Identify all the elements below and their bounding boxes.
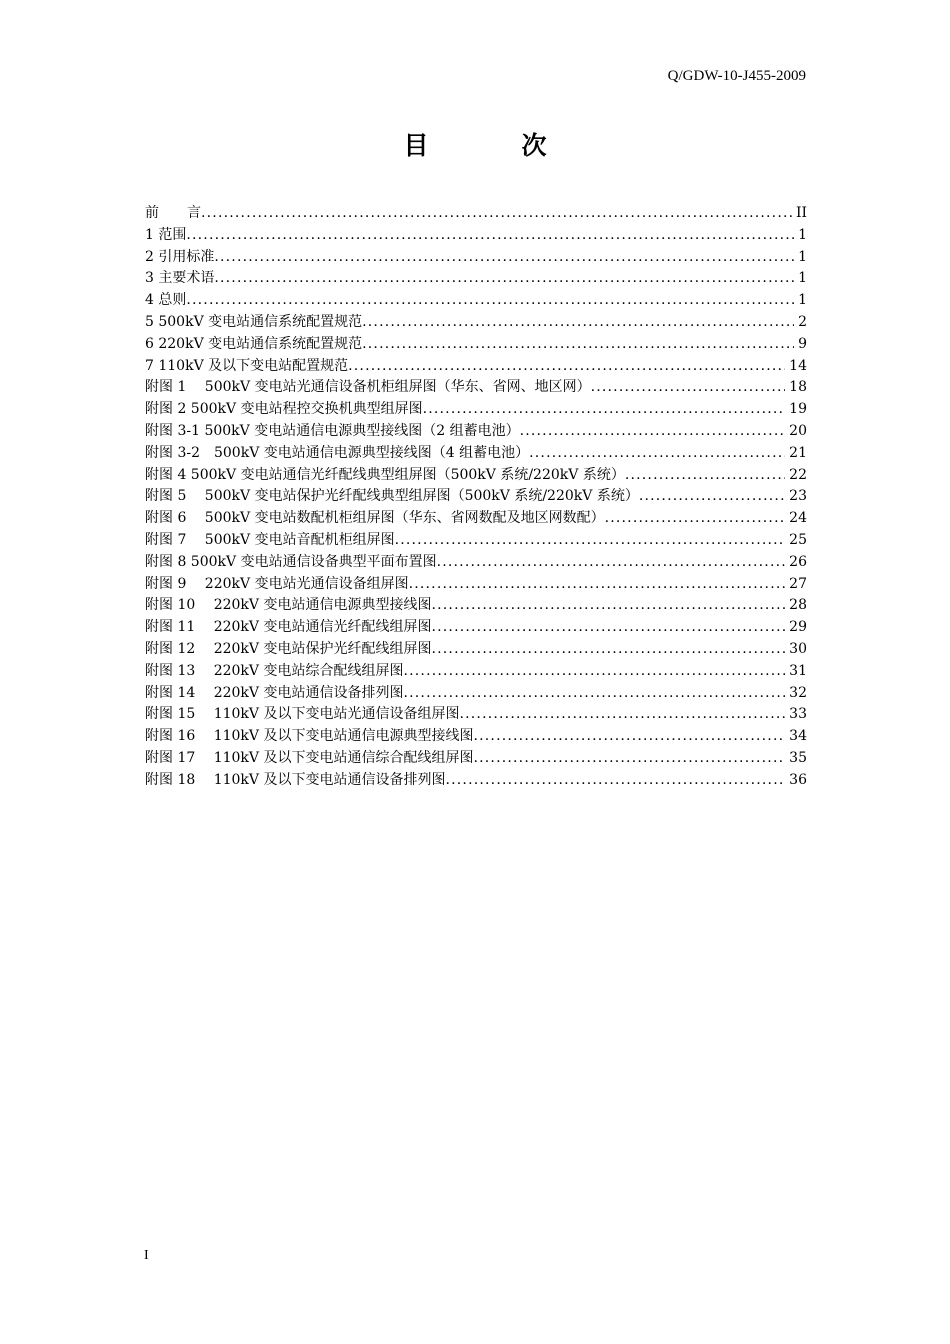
toc-leader-dots xyxy=(431,639,785,661)
toc-entry-page: 21 xyxy=(789,444,807,461)
toc-leader-dots xyxy=(362,334,794,356)
toc-leader-dots xyxy=(520,421,786,443)
toc-entry-label: 前 言 xyxy=(145,205,201,221)
toc-entry-page: 19 xyxy=(789,401,807,418)
toc-leader-dots xyxy=(362,312,794,334)
toc-entry-label: 附图 13 220kV 变电站综合配线组屏图 xyxy=(145,662,404,679)
toc-leader-dots xyxy=(409,574,786,596)
toc-leader-dots xyxy=(431,595,785,617)
toc-leader-dots xyxy=(186,225,794,247)
toc-entry[interactable] xyxy=(145,225,807,247)
toc-entry-label: 附图 8 500kV 变电站通信设备典型平面布置图 xyxy=(145,553,437,570)
toc-entry-page: 23 xyxy=(789,488,807,505)
toc-leader-dots xyxy=(625,465,785,487)
toc-entry-page: 28 xyxy=(789,597,807,614)
toc-entry-label: 附图 3-1 500kV 变电站通信电源典型接线图（2 组蓄电池） xyxy=(145,422,520,439)
toc-entry[interactable] xyxy=(145,377,807,399)
toc-leader-dots xyxy=(423,399,786,421)
toc-entry[interactable] xyxy=(145,508,807,530)
toc-leader-dots xyxy=(459,704,785,726)
toc-entry-page: 25 xyxy=(789,531,807,548)
toc-leader-dots xyxy=(473,726,785,748)
toc-leader-dots xyxy=(529,443,785,465)
toc-entry-label: 5 500kV 变电站通信系统配置规范 xyxy=(145,313,363,330)
toc-entry[interactable] xyxy=(145,595,807,617)
toc-entry-page: 22 xyxy=(789,466,807,483)
toc-entry-label: 附图 18 110kV 及以下变电站通信设备排列图 xyxy=(145,771,446,788)
toc-entry-label: 2 引用标准 xyxy=(145,248,215,265)
toc-entry[interactable] xyxy=(145,334,807,356)
toc-entry-page: 34 xyxy=(789,728,807,745)
toc-leader-dots xyxy=(437,552,786,574)
toc-entry-page: 29 xyxy=(789,619,807,636)
toc-entry-page: 27 xyxy=(789,575,807,592)
toc-leader-dots xyxy=(403,683,785,705)
toc-leader-dots xyxy=(395,530,786,552)
toc-entry[interactable] xyxy=(145,290,807,312)
toc-entry-page: 30 xyxy=(789,640,807,657)
toc-entry-label: 附图 10 220kV 变电站通信电源典型接线图 xyxy=(145,597,432,614)
toc-entry-page: 33 xyxy=(789,706,807,723)
toc-leader-dots xyxy=(605,508,786,530)
toc-entry-label: 附图 1 500kV 变电站光通信设备机柜组屏图（华东、省网、地区网） xyxy=(145,379,591,396)
toc-entry-label: 1 范围 xyxy=(145,226,187,243)
toc-entry[interactable] xyxy=(145,268,807,290)
toc-entry-label: 附图 16 110kV 及以下变电站通信电源典型接线图 xyxy=(145,728,474,745)
toc-entry[interactable] xyxy=(145,421,807,443)
toc-entry-page: 2 xyxy=(798,313,807,330)
toc-entry-page: 35 xyxy=(789,749,807,766)
toc-entry[interactable] xyxy=(145,399,807,421)
toc-entry-label: 附图 6 500kV 变电站数配机柜组屏图（华东、省网数配及地区网数配） xyxy=(145,510,605,527)
toc-entry[interactable] xyxy=(145,683,807,705)
toc-entry-page: 1 xyxy=(798,292,807,309)
toc-entry[interactable] xyxy=(145,443,807,465)
toc-leader-dots xyxy=(431,617,785,639)
toc-leader-dots xyxy=(473,748,785,770)
toc-entry-page: 1 xyxy=(798,248,807,265)
toc-entry[interactable] xyxy=(145,530,807,552)
toc-leader-dots xyxy=(639,486,785,508)
toc-entry-label: 附图 12 220kV 变电站保护光纤配线组屏图 xyxy=(145,640,432,657)
toc-leader-dots xyxy=(186,290,794,312)
toc-entry[interactable] xyxy=(145,552,807,574)
toc-leader-dots xyxy=(214,268,794,290)
toc-leader-dots xyxy=(445,770,785,792)
toc-entry[interactable] xyxy=(145,770,807,792)
toc-entry[interactable] xyxy=(145,356,807,378)
toc-entry-label: 附图 14 220kV 变电站通信设备排列图 xyxy=(145,684,404,701)
table-of-contents xyxy=(145,203,807,792)
toc-entry-label: 附图 17 110kV 及以下变电站通信综合配线组屏图 xyxy=(145,749,474,766)
toc-entry-label: 附图 2 500kV 变电站程控交换机典型组屏图 xyxy=(145,401,423,418)
toc-leader-dots xyxy=(348,356,785,378)
toc-entry-page: 1 xyxy=(798,226,807,243)
toc-leader-dots xyxy=(201,203,792,225)
toc-entry[interactable] xyxy=(145,661,807,683)
toc-entry-page: 31 xyxy=(789,662,807,679)
toc-entry-label: 附图 7 500kV 变电站音配机柜组屏图 xyxy=(145,531,395,548)
toc-entry[interactable] xyxy=(145,465,807,487)
toc-entry-page: 14 xyxy=(789,357,807,374)
toc-entry-page: 18 xyxy=(789,379,807,396)
toc-entry-label: 4 总则 xyxy=(145,292,187,309)
toc-entry-label: 附图 9 220kV 变电站光通信设备组屏图 xyxy=(145,575,409,592)
toc-leader-dots xyxy=(403,661,785,683)
toc-entry-page: 24 xyxy=(789,510,807,527)
toc-leader-dots xyxy=(214,247,794,269)
toc-entry-label: 附图 4 500kV 变电站通信光纤配线典型组屏图（500kV 系统/220kV 系统） xyxy=(145,466,625,483)
toc-entry-label: 附图 3-2 500kV 变电站通信电源典型接线图（4 组蓄电池） xyxy=(145,444,530,461)
page-number: I xyxy=(144,1248,149,1263)
toc-entry[interactable] xyxy=(145,203,807,225)
toc-entry-label: 附图 15 110kV 及以下变电站光通信设备组屏图 xyxy=(145,706,460,723)
toc-entry-page: 32 xyxy=(789,684,807,701)
toc-entry[interactable] xyxy=(145,704,807,726)
toc-entry-page: 20 xyxy=(789,422,807,439)
toc-entry-label: 附图 11 220kV 变电站通信光纤配线组屏图 xyxy=(145,619,432,636)
toc-entry[interactable] xyxy=(145,617,807,639)
toc-entry-page: 26 xyxy=(789,553,807,570)
toc-entry-label: 7 110kV 及以下变电站配置规范 xyxy=(145,357,349,374)
toc-entry[interactable] xyxy=(145,639,807,661)
toc-entry-label: 附图 5 500kV 变电站保护光纤配线典型组屏图（500kV 系统/220kV 系统） xyxy=(145,488,639,505)
toc-entry-label: 3 主要术语 xyxy=(145,270,215,287)
toc-entry-page: 1 xyxy=(798,270,807,287)
toc-leader-dots xyxy=(591,377,786,399)
toc-entry[interactable] xyxy=(145,486,807,508)
document-code: Q/GDW-10-J455-2009 xyxy=(667,68,806,84)
toc-entry[interactable] xyxy=(145,312,807,334)
toc-entry-page: 9 xyxy=(798,335,807,352)
toc-entry[interactable] xyxy=(145,748,807,770)
toc-entry-page: II xyxy=(795,205,807,221)
toc-entry[interactable] xyxy=(145,574,807,596)
toc-entry[interactable] xyxy=(145,247,807,269)
toc-entry-page: 36 xyxy=(789,771,807,788)
page-title: 目 次 xyxy=(403,131,581,160)
toc-entry-label: 6 220kV 变电站通信系统配置规范 xyxy=(145,335,363,352)
toc-entry[interactable] xyxy=(145,726,807,748)
